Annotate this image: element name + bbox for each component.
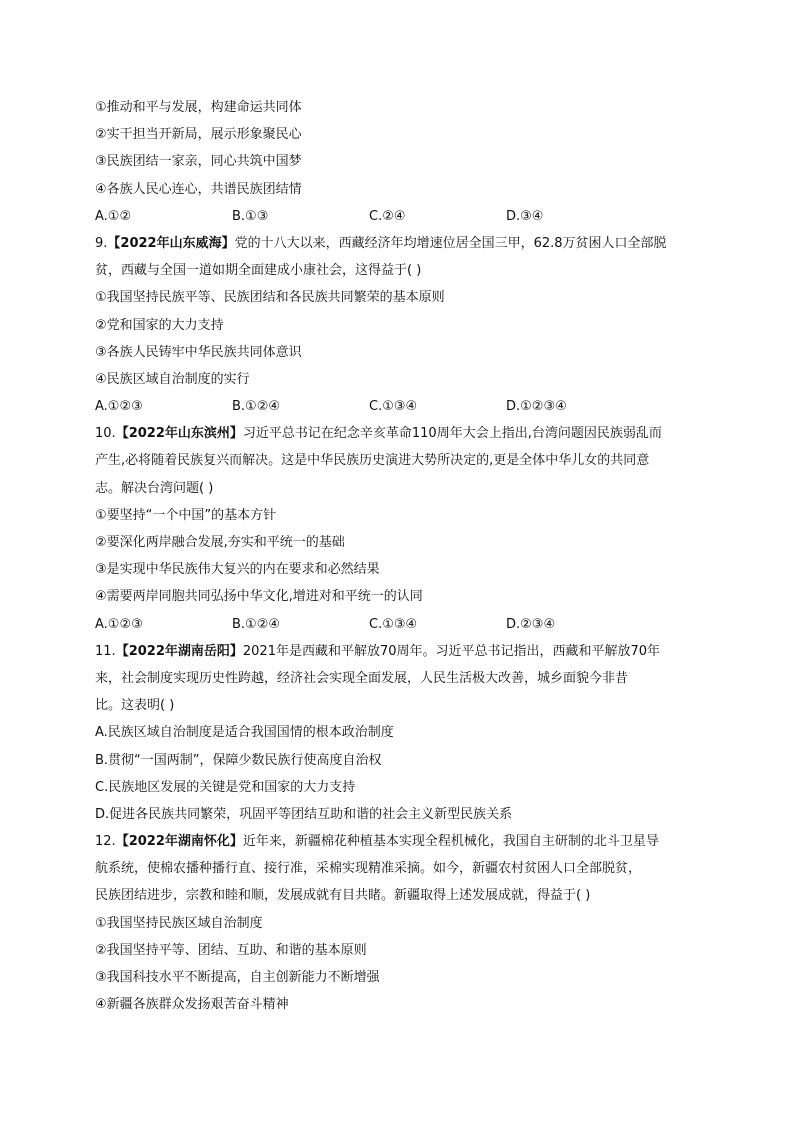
stem-continuation: 贫，西藏与全国一道如期全面建成小康社会，这得益于( ) (95, 263, 422, 279)
question-stem (95, 420, 705, 447)
statement-item: ①要坚持“一个中国”的基本方针 (95, 507, 277, 523)
question-12 (95, 828, 705, 1018)
stem-continuation: 航系统，使棉农播种播行直、接行准，采棉实现精准采摘。如今，新疆农村贫困人口全部脱贫， (95, 861, 642, 877)
question-stem (95, 828, 705, 855)
statement-item: ②我国坚持平等、团结、互助、和谐的基本原则 (95, 942, 367, 958)
stem-text: 近年来，新疆棉花种植基本实现全程机械化，我国自主研制的北斗卫星导 (242, 834, 659, 850)
question-number: 12. (95, 834, 116, 850)
stem-continuation: 产生,必将随着民族复兴而解决。这是中华民族历史演进大势所决定的,更是全体中华儿女的共同意 (95, 453, 650, 469)
option-c: C.②④ (369, 208, 406, 224)
stem-continuation: 志。解决台湾问题( ) (95, 480, 214, 496)
statement-item: ①我国坚持民族区域自治制度 (95, 915, 263, 931)
option-a: A.①②③ (95, 616, 143, 632)
stem-continuation: 民族团结进步，宗教和睦和顺，发展成就有目共睹。新疆取得上述发展成就，得益于( ) (95, 888, 591, 904)
statement-item: ②实干担当开新局，展示形象聚民心 (95, 127, 302, 143)
option-d: D.②③④ (506, 616, 556, 632)
statement-item: ④民族区域自治制度的实行 (95, 371, 250, 387)
option-a: A.①②③ (95, 399, 143, 415)
option-b: B.①②④ (232, 616, 281, 632)
statement-item: ④新疆各族群众发扬艰苦奋斗精神 (95, 997, 289, 1013)
option-c: C.①③④ (369, 616, 418, 632)
option-c: C.①③④ (369, 399, 418, 415)
choice-c: C.民族地区发展的关键是党和国家的大力支持 (95, 779, 356, 795)
option-a: A.①② (95, 208, 132, 224)
choice-b: B.贯彻“一国两制”，保障少数民族行使高度自治权 (95, 752, 382, 768)
stem-text: 习近平总书记在纪念辛亥革命110周年大会上指出,台湾问题因民族弱乱而 (242, 426, 662, 442)
question-10 (95, 420, 705, 638)
question-11 (95, 638, 705, 828)
choice-d: D.促进各民族共同繁荣，巩固平等团结互助和谐的社会主义新型民族关系 (95, 806, 513, 822)
answer-options (95, 203, 705, 230)
question-source: 【2022年湖南岳阳】 (115, 643, 243, 659)
stem-text: 党的十八大以来，西藏经济年均增速位居全国三甲，62.8万贫困人口全部脱 (234, 235, 667, 251)
option-d: D.①②③④ (506, 399, 567, 415)
question-number: 9. (95, 235, 108, 251)
stem-continuation: 来，社会制度实现历史性跨越，经济社会实现全面发展，人民生活极大改善，城乡面貌今非昔 (95, 670, 629, 686)
statement-item: ③是实现中华民族伟大复兴的内在要求和必然结果 (95, 562, 380, 578)
answer-options (95, 611, 705, 638)
stem-continuation: 比。这表明( ) (95, 698, 175, 714)
statement-item: ④各族人民心连心，共谱民族团结情 (95, 181, 302, 197)
question-number: 10. (95, 426, 116, 442)
statement-item: ③民族团结一家亲，同心共筑中国梦 (95, 154, 302, 170)
question-9 (95, 230, 705, 420)
statement-item: ④需要两岸同胞共同弘扬中华文化,增进对和平统一的认同 (95, 589, 423, 605)
option-d: D.③④ (506, 208, 544, 224)
question-source: 【2022年湖南怀化】 (115, 834, 243, 850)
question-stem (95, 638, 705, 665)
stem-text: 2021年是西藏和平解放70周年。习近平总书记指出，西藏和平解放70年 (242, 643, 661, 659)
question-stem (95, 230, 705, 257)
answer-options (95, 393, 705, 420)
statement-item: ①我国坚持民族平等、民族团结和各民族共同繁荣的基本原则 (95, 290, 445, 306)
question-8-tail (95, 94, 705, 230)
question-number: 11. (95, 643, 116, 659)
statement-item: ③我国科技水平不断提高，自主创新能力不断增强 (95, 970, 380, 985)
statement-item: ①推动和平与发展，构建命运共同体 (95, 100, 302, 115)
question-source: 【2022年山东滨州】 (115, 426, 243, 442)
option-b: B.①③ (232, 208, 269, 224)
statement-item: ②要深化两岸融合发展,夯实和平统一的基础 (95, 535, 345, 550)
document-page (95, 94, 705, 1018)
option-b: B.①②④ (232, 399, 281, 415)
question-source: 【2022年山东威海】 (107, 235, 235, 251)
choice-a: A.民族区域自治制度是适合我国国情的根本政治制度 (95, 725, 394, 741)
statement-item: ②党和国家的大力支持 (95, 317, 224, 333)
statement-item: ③各族人民铸牢中华民族共同体意识 (95, 344, 302, 360)
